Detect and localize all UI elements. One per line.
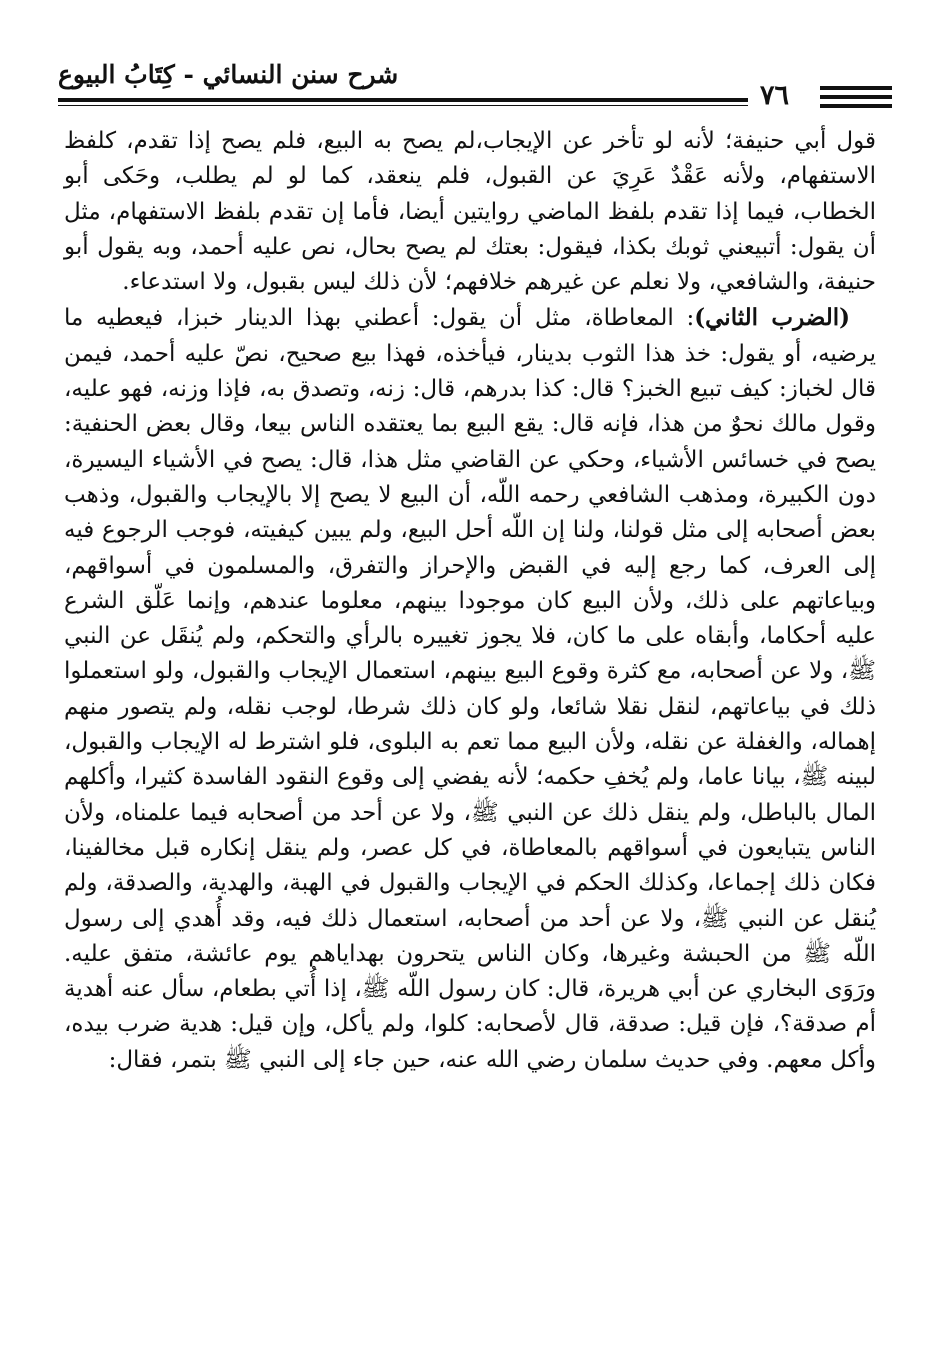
ornament-line bbox=[820, 86, 892, 90]
body-text bbox=[64, 124, 876, 1078]
ornament-line bbox=[820, 95, 892, 99]
ornament-line bbox=[820, 104, 892, 108]
header-rule bbox=[58, 98, 748, 106]
paragraph-text: قول أبي حنيفة؛ لأنه لو تأخر عن الإيجاب،لم يصح به البيع، فلم يصح إذا تقدم، كلفظ الاستفهام، ولأنه عَقْدٌ عَرِيَ عن القبول، فلم ينعقد، كما لو لم يطلب، وحَكى أبو الخطاب، فيما إذا تقدم بلفظ الماضي روايتين أيضا، فأما إن تقدم بلفظ الاستفهام، مثل أن يقول: أتبيعني ثوبك بكذا، فيقول: بعتك لم يصح بحال، نص عليه أحمد، وبه يقول أبو حنيفة، والشافعي، ولا نعلم عن غيرهم خلافهم؛ لأن ذلك ليس بقبول، ولا استدعاء. bbox=[64, 128, 876, 296]
header-ornament-lines bbox=[820, 86, 892, 113]
page-number: ٧٦ bbox=[760, 80, 790, 111]
paragraph-1 bbox=[64, 124, 876, 300]
paragraph-text: : المعاطاة، مثل أن يقول: أعطني بهذا الدينار خبزا، فيعطيه ما يرضيه، أو يقول: خذ هذا الثوب بدينار، فيأخذه، فهذا بيع صحيح، نصّ عليه أحمد، فيمن قال لخباز: كيف تبيع الخبز؟ قال: كذا بدرهم، قال: زنه، وتصدق به، فإذا وزنه، فهو عليه، وقول مالك نحوٌ من هذا، فإنه قال: يقع البيع بما يعتقده الناس بيعا، وقال بعض الحنفية: يصح في خسائس الأشياء، وحكي عن القاضي مثل هذا، قال: يصح في الأشياء اليسيرة، دون الكبيرة، ومذهب الشافعي رحمه اللّه، أن البيع لا يصح إلا بالإيجاب والقبول، وذهب بعض أصحابه إلى مثل قولنا، ولنا إن اللّه أحل البيع، ولم يبين كيفيته، فوجب الرجوع فيه إلى العرف، كما رجع إليه في القبض والإحراز والتفرق، والمسلمون في أسواقهم، وبياعاتهم على ذلك، ولأن البيع كان موجودا بينهم، معلوما عندهم، وإنما عَلّق الشرع عليه أحكاما، وأبقاه على ما كان، فلا يجوز تغييره بالرأي والتحكم، ولم يُنقَل عن النبي ﷺ، ولا عن أصحابه، مع كثرة وقوع البيع بينهم، استعمال الإيجاب والقبول، ولو استعملوا ذلك في بياعاتهم، لنقل نقلا شائعا، ولو كان ذلك شرطا، لوجب نقله، ولم يتصور منهم إهماله، والغفلة عن نقله، ولأن البيع مما تعم به البلوى، فلو اشترط له الإيجاب والقبول، لبينه ﷺ، بيانا عاما، ولم يُخفِ حكمه؛ لأنه يفضي إلى وقوع النقود الفاسدة كثيرا، وأكلهم المال بالباطل، ولم ينقل ذلك عن النبي ﷺ، ولا عن أحد من أصحابه فيما علمناه، ولأن الناس يتبايعون في أسواقهم بالمعاطاة، في كل عصر، ولم ينقل إنكاره قبل مخالفينا، فكان ذلك إجماعا، وكذلك الحكم في الإيجاب والقبول في الهبة، والهدية، والصدقة، ولم يُنقل عن النبي ﷺ، ولا عن أحد من أصحابه، استعمال ذلك فيه، وقد أُهدي إلى رسول اللّه ﷺ من الحبشة وغيرها، وكان الناس يتحرون بهداياهم يوم عائشة، متفق عليه. ورَوَى البخاري عن أبي هريرة، قال: كان رسول اللّه ﷺ، إذا أُتي بطعام، سأل عنه أهدية أم صدقة؟، فإن قيل: صدقة، قال لأصحابه: كلوا، ولم يأكل، وإن قيل: هدية ضرب بيده، وأكل معهم. وفي حديث سلمان رضي الله عنه، حين جاء إلى النبي ﷺ بتمر، فقال: bbox=[64, 305, 876, 1073]
page-header bbox=[58, 58, 888, 111]
paragraph-2 bbox=[64, 300, 876, 1078]
section-heading: (الضرب الثاني) bbox=[694, 304, 850, 332]
running-title: شرح سنن النسائي - كِتَابُ البيوع bbox=[58, 60, 399, 89]
